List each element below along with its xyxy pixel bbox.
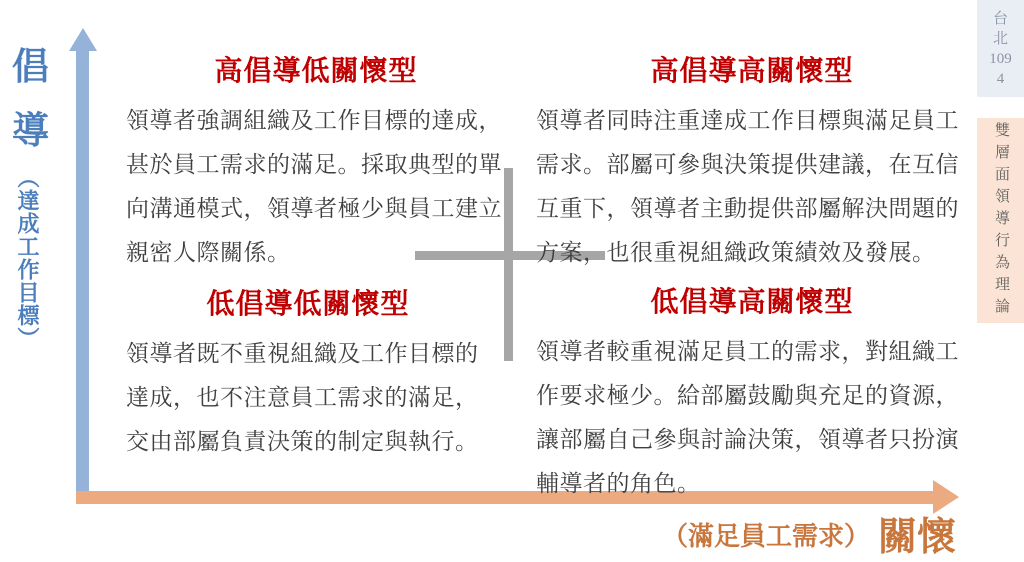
quadrant-title: 高倡導低關懷型 <box>214 55 418 86</box>
quadrant-bottom-right <box>536 285 968 505</box>
sidebar-tab-theory-title[interactable] <box>977 118 1024 323</box>
sidebar-tab-taipei-109-4[interactable] <box>977 0 1024 97</box>
quadrant-body: 領導者同時注重達成工作目標與滿足員工需求。部屬可參與決策提供建議，在互信互重下，領導者主動提供部屬解決問題的方案，也很重視組織政策績效及發展。 <box>536 107 959 265</box>
quadrant-body: 領導者強調組織及工作目標的達成，甚於員工需求的滿足。採取典型的單向溝通模式，領導者極少與員工建立親密人際關係。 <box>126 107 502 265</box>
quadrant-title: 低倡導高關懷型 <box>650 286 854 317</box>
quadrant-top-right <box>536 54 968 274</box>
quadrant-top-left <box>126 54 506 274</box>
sidebar-tab-theory-label: 雙層面領導行為理論 <box>993 121 1009 320</box>
x-axis-label <box>662 506 956 562</box>
quadrant-bottom-left <box>126 287 490 463</box>
quadrant-title: 高倡導高關懷型 <box>650 55 854 86</box>
y-axis-title-char-2: 導 <box>12 110 49 151</box>
x-axis-title: 關懷 <box>878 516 957 559</box>
y-axis-arrow <box>76 48 89 503</box>
sidebar-tab-line: 109 <box>989 50 1012 67</box>
sidebar-tab-line: 北 <box>992 30 1008 47</box>
y-axis-title-char-1: 倡 <box>12 46 49 87</box>
sidebar-tab-line: 台 <box>992 10 1008 27</box>
x-axis-subtitle: （滿足員工需求） <box>662 520 871 551</box>
quadrant-body: 領導者既不重視組織及工作目標的達成，也不注意員工需求的滿足，交由部屬負責決策的制定與執行。 <box>126 340 479 454</box>
quadrant-title: 低倡導低關懷型 <box>206 288 410 319</box>
quadrant-body: 領導者較重視滿足員工的需求，對組織工作要求極少。給部屬鼓勵與充足的資源，讓部屬自己參與討論決策，領導者只扮演輔導者的角色。 <box>536 338 959 496</box>
sidebar-tab-line: 4 <box>996 70 1005 87</box>
y-axis-subtitle: （達成工作目標） <box>15 166 40 350</box>
